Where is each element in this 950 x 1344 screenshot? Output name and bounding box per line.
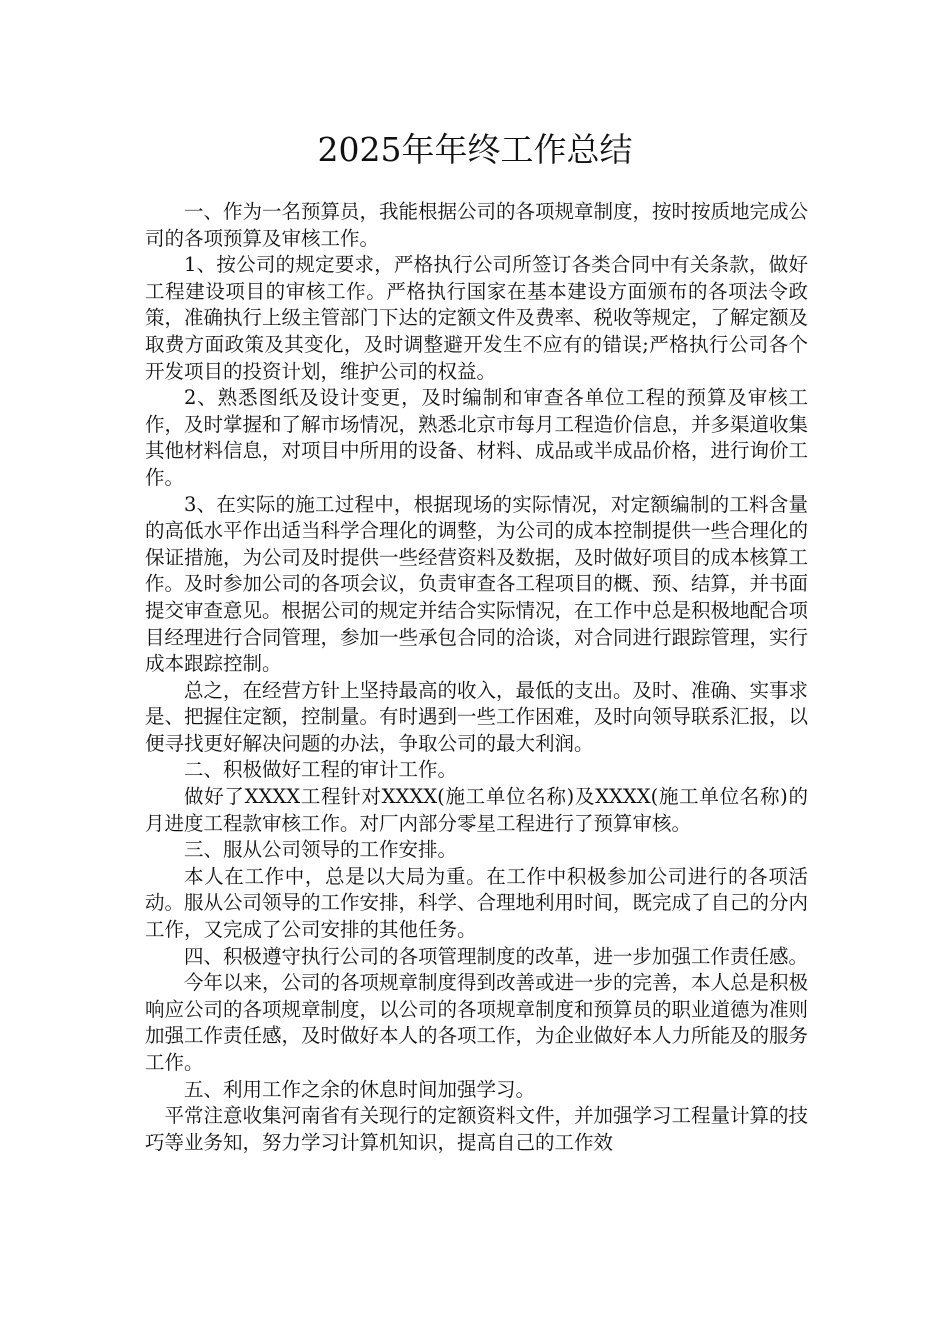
paragraph-section-3-body: 本人在工作中，总是以大局为重。在工作中积极参加公司进行的各项活动。服从公司领导的工作安排，科学、合理地利用时间，既完成了自己的分内工作，又完成了公司安排的其他任务。: [145, 864, 809, 942]
paragraph-section-4-body: 今年以来，公司的各项规章制度得到改善或进一步的完善，本人总是积极响应公司的各项规章制度，以公司的各项规章制度和预算员的职业道德为准则加强工作责任感，及时做好本人的各项工作，为企业做好本人力所能及的服务工作。: [145, 971, 809, 1074]
paragraph-section-4-heading: 四、积极遵守执行公司的各项管理制度的改革，进一步加强工作责任感。: [184, 944, 809, 968]
paragraph-section-5-heading: 五、利用工作之余的休息时间加强学习。: [184, 1077, 536, 1101]
paragraph-section-3-heading: 三、服从公司领导的工作安排。: [184, 838, 458, 862]
paragraph-section-2-body: 做好了XXXX工程针对XXXX(施工单位名称)及XXXX(施工单位名称)的月进度工程款审核工作。对厂内部分零星工程进行了预算审核。: [145, 785, 808, 835]
document-title: 2025年年终工作总结: [317, 130, 633, 169]
paragraph-section-1-heading: 一、作为一名预算员，我能根据公司的各项规章制度，按时按质地完成公司的各项预算及审核工作。: [145, 200, 809, 250]
paragraph-section-5-body: 平常注意收集河南省有关现行的定额资料文件，并加强学习工程量计算的技巧等业务知，努力学习计算机知识，提高自己的工作效: [145, 1104, 809, 1154]
paragraph-item-1: 1、按公司的规定要求，严格执行公司所签订各类合同中有关条款，做好工程建设项目的审核工作。严格执行国家在基本建设方面颁布的各项法令政策，准确执行上级主管部门下达的定额文件及费率、税收等规定，了解定额及取费方面政策及其变化，及时调整避开发生不应有的错误;严格执行公司各个开发项目的投资计划，维护公司的权益。: [145, 253, 809, 383]
document-body: [145, 199, 808, 1156]
paragraph-item-2: 2、熟悉图纸及设计变更，及时编制和审查各单位工程的预算及审核工作，及时掌握和了解市场情况，熟悉北京市每月工程造价信息，并多渠道收集其他材料信息，对项目中所用的设备、材料、成品或半成品价格，进行询价工作。: [145, 386, 809, 489]
paragraph-item-3: 3、在实际的施工过程中，根据现场的实际情况，对定额编制的工料含量的高低水平作出适当科学合理化的调整，为公司的成本控制提供一些合理化的保证措施，为公司及时提供一些经营资料及数据，及时做好项目的成本核算工作。及时参加公司的各项会议，负责审查各工程项目的概、预、结算，并书面提交审查意见。根据公司的规定并结合实际情况，在工作中总是积极地配合项目经理进行合同管理，参加一些承包合同的洽谈，对合同进行跟踪管理，实行成本跟踪控制。: [145, 492, 809, 676]
paragraph-summary: 总之，在经营方针上坚持最高的收入，最低的支出。及时、准确、实事求是、把握住定额，控制量。有时遇到一些工作困难，及时向领导联系汇报，以便寻找更好解决问题的办法，争取公司的最大利润。: [145, 678, 809, 755]
paragraph-section-2-heading: 二、积极做好工程的审计工作。: [184, 758, 458, 782]
